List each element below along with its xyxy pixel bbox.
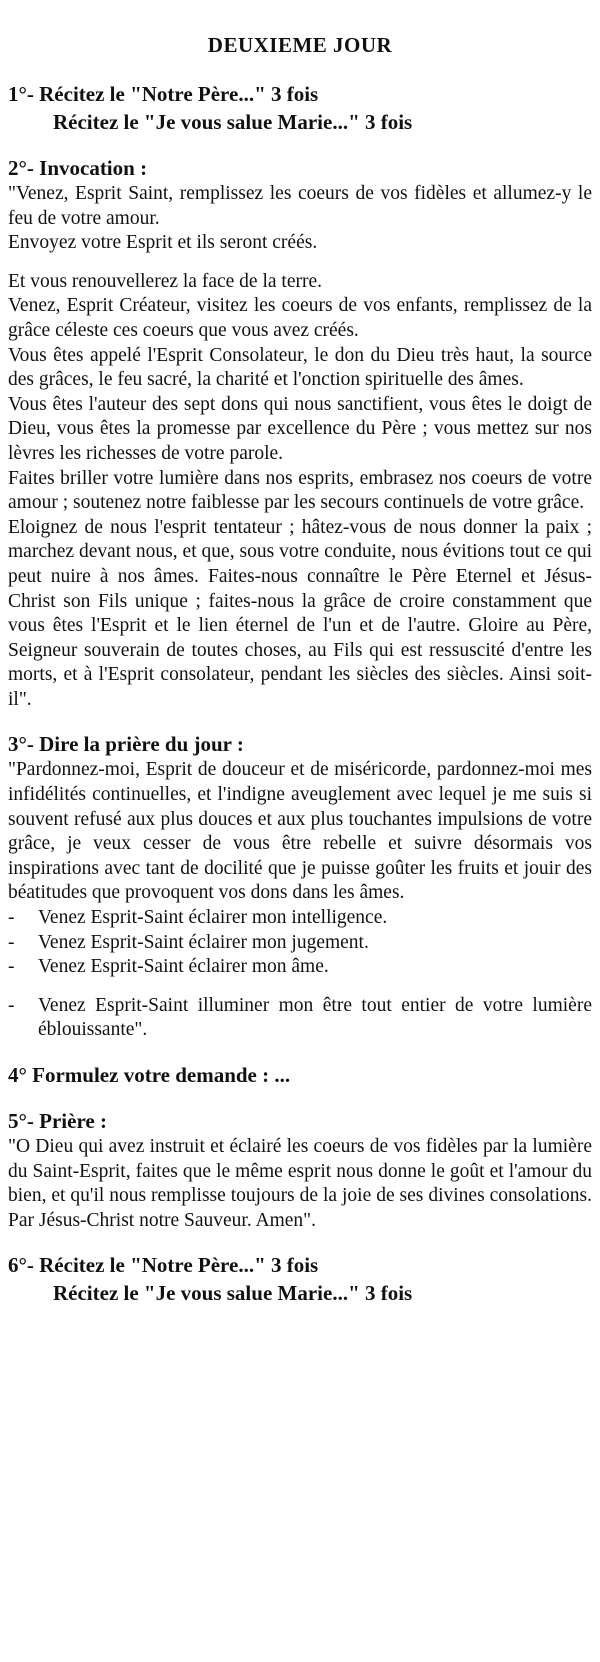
- invocation-paragraph-7: Eloignez de nous l'esprit tentateur ; hâtez-vous de nous donner la paix ; marchez devant nous, et que, sous votre conduite, nous évitions tout ce qui peut nuire à nos âmes. Faites-nous connaître le Père Eternel et Jésus-Christ son Fils unique ; faites-nous la grâce de croire constamment que vous êtes l'Esprit et le lien éternel de l'un et de l'autre. Gloire au Père, Seigneur souverain de toutes choses, au Fils qui est ressuscité d'entre les morts, et à l'Esprit consolateur, pendant les siècles des siècles. Ainsi soit-il".: [8, 516, 592, 710]
- invocation-paragraph-2: Et vous renouvellerez la face de la terre.: [8, 270, 322, 292]
- section-5-heading: 5°- Prière :: [8, 1109, 107, 1133]
- bullet-dash: -: [8, 994, 15, 1016]
- section-6-line-2: Récitez le "Je vous salue Marie..." 3 fois: [53, 1281, 413, 1306]
- invocation-paragraph-6: Faites briller votre lumière dans nos esprits, embrasez nos coeurs de votre amour ; soutenez notre faiblesse par les secours continuels de votre grâce.: [8, 467, 592, 514]
- final-prayer-paragraph: "O Dieu qui avez instruit et éclairé les coeurs de vos fidèles par la lumière du Saint-Esprit, faites que le même esprit nous donne le goût et l'amour du bien, et qu'il nous remplisse toujours de la joie de ses divines consolations. Par Jésus-Christ notre Sauveur. Amen".: [8, 1136, 592, 1231]
- invocation-paragraph-1: "Venez, Esprit Saint, remplissez les coeurs de vos fidèles et allumez-y le feu de votre amour.: [8, 183, 592, 229]
- list-item-text: Venez Esprit-Saint éclairer mon âme.: [38, 956, 329, 978]
- section-6-line-1: 6°- Récitez le "Notre Père..." 3 fois: [8, 1253, 319, 1278]
- section-5: [8, 1107, 592, 1233]
- list-item: [8, 955, 592, 980]
- section-2: [8, 154, 592, 712]
- invocation-paragraph-5: Vous êtes l'auteur des sept dons qui nous sanctifient, vous êtes le doigt de Dieu, vous êtes la promesse par excellence du Père ; vous mettez sur nos lèvres les richesses de votre parole.: [8, 393, 592, 464]
- section-1-line-1: 1°- Récitez le "Notre Père..." 3 fois: [8, 82, 319, 106]
- list-item-text: Venez Esprit-Saint éclairer mon jugement.: [38, 931, 369, 953]
- page-title: DEUXIEME JOUR: [207, 33, 393, 57]
- section-4-heading: 4° Formulez votre demande : ...: [8, 1063, 291, 1087]
- bullet-dash: -: [8, 956, 15, 978]
- section-1: [8, 80, 592, 136]
- list-item: [8, 931, 592, 956]
- list-item: [8, 994, 592, 1043]
- section-3: [8, 730, 592, 1043]
- invocation-paragraph-1b: Envoyez votre Esprit et ils seront créés.: [8, 232, 318, 254]
- list-item-text: Venez Esprit-Saint éclairer mon intelligence.: [38, 907, 388, 929]
- bullet-dash: -: [8, 907, 15, 929]
- prayer-of-day-paragraph: "Pardonnez-moi, Esprit de douceur et de miséricorde, pardonnez-moi mes infidélités continuelles, et l'indigne aveuglement avec lequel je me suis si souvent refusé aux plus douces et aux plus touchantes impulsions de votre grâce, je veux cesser de vous être rebelle et suivre désormais vos inspirations avec tant de docilité que je puisse goûter les fruits et jouir des béatitudes que provoquent vos dons dans les âmes.: [8, 759, 592, 904]
- invocation-paragraph-4: Vous êtes appelé l'Esprit Consolateur, le don du Dieu très haut, la source des grâces, le feu sacré, la charité et l'onction spirituelle des âmes.: [8, 344, 592, 391]
- bullet-dash: -: [8, 931, 15, 953]
- document-page: [8, 30, 592, 1307]
- section-2-heading: 2°- Invocation :: [8, 156, 148, 180]
- section-6: [8, 1251, 592, 1307]
- list-item-text: Venez Esprit-Saint illuminer mon être tout entier de votre lumière éblouissante".: [38, 994, 592, 1041]
- invocation-paragraph-3: Venez, Esprit Créateur, visitez les coeurs de vos enfants, remplissez de la grâce céleste ces coeurs que vous avez créés.: [8, 295, 592, 341]
- list-item: [8, 906, 592, 931]
- section-1-line-2: Récitez le "Je vous salue Marie..." 3 fois: [53, 110, 413, 134]
- section-3-heading: 3°- Dire la prière du jour :: [8, 732, 244, 757]
- section-4: [8, 1061, 592, 1089]
